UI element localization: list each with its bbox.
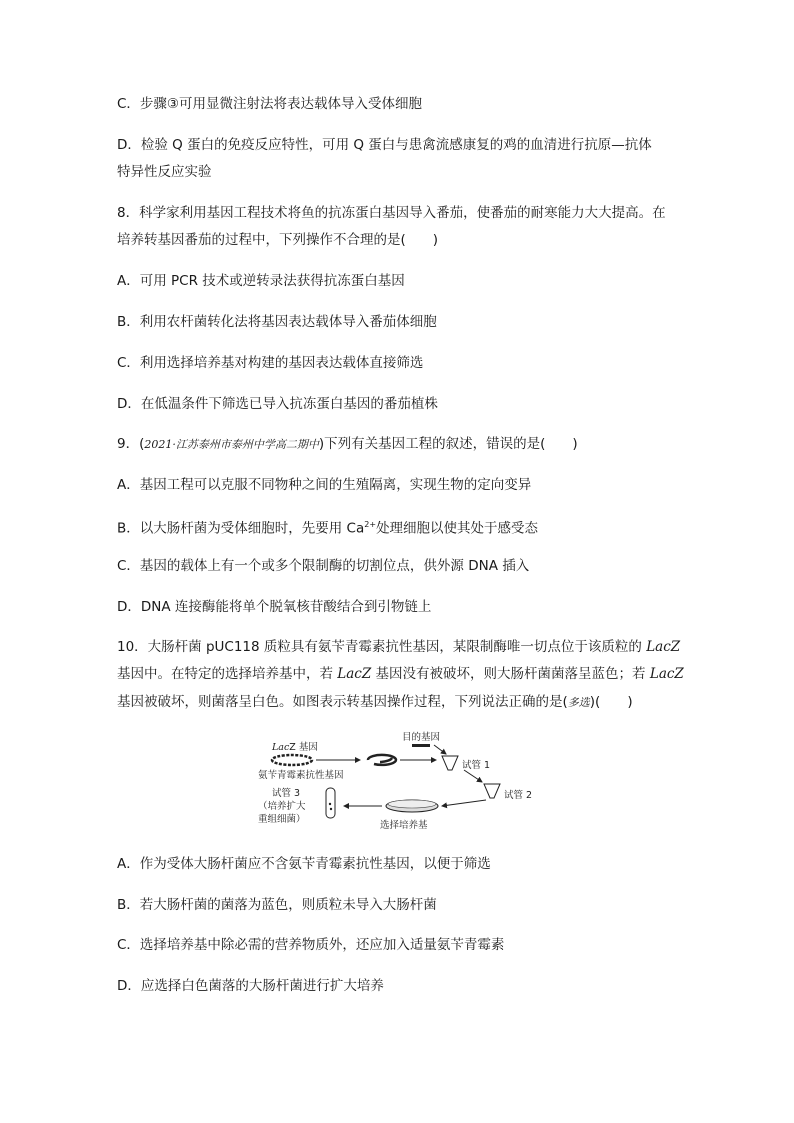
test-tube-2-icon bbox=[484, 784, 500, 798]
q10-l3-a: 基因被破坏，则菌落呈白色。如图表示转基因操作过程，下列说法正确的是( bbox=[117, 694, 568, 710]
bacteria-dot-icon bbox=[329, 803, 331, 805]
plasmid-icon bbox=[272, 755, 312, 765]
q9-number: 9．( bbox=[117, 436, 145, 452]
q10-l2-a: 基因中。在特定的选择培养基中，若 bbox=[117, 666, 338, 682]
q9-option-a: A．基因工程可以克服不同物种之间的生殖隔离，实现生物的定向变异 bbox=[117, 477, 532, 493]
tube-2-label: 试管 2 bbox=[504, 790, 533, 801]
cut-plasmid-icon-2 bbox=[380, 758, 392, 762]
q7-option-d-line2: 特异性反应实验 bbox=[117, 164, 212, 180]
lacz-gene-label: LacZ 基因 bbox=[272, 742, 318, 753]
q10-stem-line2 bbox=[117, 665, 684, 683]
q9-option-b bbox=[117, 516, 538, 538]
target-gene-label: 目的基因 bbox=[402, 732, 441, 743]
q10-l2-lacz1: LacZ bbox=[337, 666, 372, 682]
q10-l3-c: )( ) bbox=[589, 694, 633, 710]
q9-option-d: D．DNA 连接酶能将单个脱氧核苷酸结合到引物链上 bbox=[117, 599, 432, 615]
test-tube-1-icon bbox=[442, 756, 458, 770]
q7-option-c: C．步骤③可用显微注射法将表达载体导入受体细胞 bbox=[117, 96, 423, 112]
bacteria-dot-icon bbox=[330, 808, 332, 810]
arrow-3 bbox=[464, 770, 482, 782]
q10-l1-a: 10．大肠杆菌 pUC118 质粒具有氨苄青霉素抗性基因，某限制酶唯一切点位于该质粒的 bbox=[117, 639, 647, 655]
transgenic-process-diagram bbox=[250, 726, 550, 836]
q9-option-b-post: 处理细胞以使其处于感受态 bbox=[376, 520, 539, 537]
q10-l2-c: 基因没有被破坏，则大肠杆菌菌落呈蓝色；若 bbox=[371, 666, 650, 682]
tube-3-desc-1: （培养扩大 bbox=[258, 801, 306, 812]
amp-resistance-label: 氨苄青霉素抗性基因 bbox=[258, 770, 344, 781]
q10-option-d: D．应选择白色菌落的大肠杆菌进行扩大培养 bbox=[117, 978, 384, 994]
q8-option-b: B．利用农杆菌转化法将基因表达载体导入番茄体细胞 bbox=[117, 314, 437, 330]
tube-3-label: 试管 3 bbox=[272, 788, 301, 799]
q8-option-c: C．利用选择培养基对构建的基因表达载体直接筛选 bbox=[117, 355, 424, 371]
q10-option-a: A．作为受体大肠杆菌应不含氨苄青霉素抗性基因，以便于筛选 bbox=[117, 856, 491, 872]
q9-source: 2021·江苏泰州市泰州中学高二期中 bbox=[144, 438, 319, 451]
q10-stem-line1 bbox=[117, 638, 680, 656]
q8-option-a: A．可用 PCR 技术或逆转录法获得抗冻蛋白基因 bbox=[117, 273, 405, 289]
q9-stem-text: )下列有关基因工程的叙述，错误的是( ) bbox=[318, 436, 578, 452]
q10-option-b: B．若大肠杆菌的菌落为蓝色，则质粒未导入大肠杆菌 bbox=[117, 897, 437, 913]
arrow-4 bbox=[442, 800, 486, 806]
target-gene-icon bbox=[412, 744, 430, 747]
q10-stem-line3 bbox=[117, 693, 633, 712]
selective-medium-label: 选择培养基 bbox=[380, 820, 428, 831]
q8-option-d: D．在低温条件下筛选已导入抗冻蛋白基因的番茄植株 bbox=[117, 396, 438, 412]
q9-option-b-sup: 2+ bbox=[364, 520, 377, 529]
petri-dish-lid-icon bbox=[388, 800, 436, 808]
q7-option-d-line1: D．检验 Q 蛋白的免疫反应特性，可用 Q 蛋白与患禽流感康复的鸡的血清进行抗原—抗体 bbox=[117, 137, 652, 153]
q8-stem-line1: 8．科学家利用基因工程技术将鱼的抗冻蛋白基因导入番茄，使番茄的耐寒能力大大提高。在 bbox=[117, 205, 666, 221]
q10-l1-lacz: LacZ bbox=[646, 639, 681, 655]
arrow-gene bbox=[434, 745, 446, 754]
q10-l2-lacz2: LacZ bbox=[649, 666, 684, 682]
q9-option-c: C．基因的载体上有一个或多个限制酶的切割位点，供外源 DNA 插入 bbox=[117, 558, 530, 574]
q8-stem-line2: 培养转基因番茄的过程中，下列操作不合理的是( ) bbox=[117, 232, 439, 248]
q9-stem bbox=[117, 435, 578, 454]
q10-l3-multi: 多选 bbox=[567, 696, 590, 709]
tube-3-desc-2: 重组细菌） bbox=[258, 814, 306, 825]
q9-option-b-pre: B．以大肠杆菌为受体细胞时，先要用 Ca bbox=[117, 520, 365, 537]
tube-1-label: 试管 1 bbox=[462, 760, 491, 771]
q10-option-c: C．选择培养基中除必需的营养物质外，还应加入适量氨苄青霉素 bbox=[117, 937, 505, 953]
